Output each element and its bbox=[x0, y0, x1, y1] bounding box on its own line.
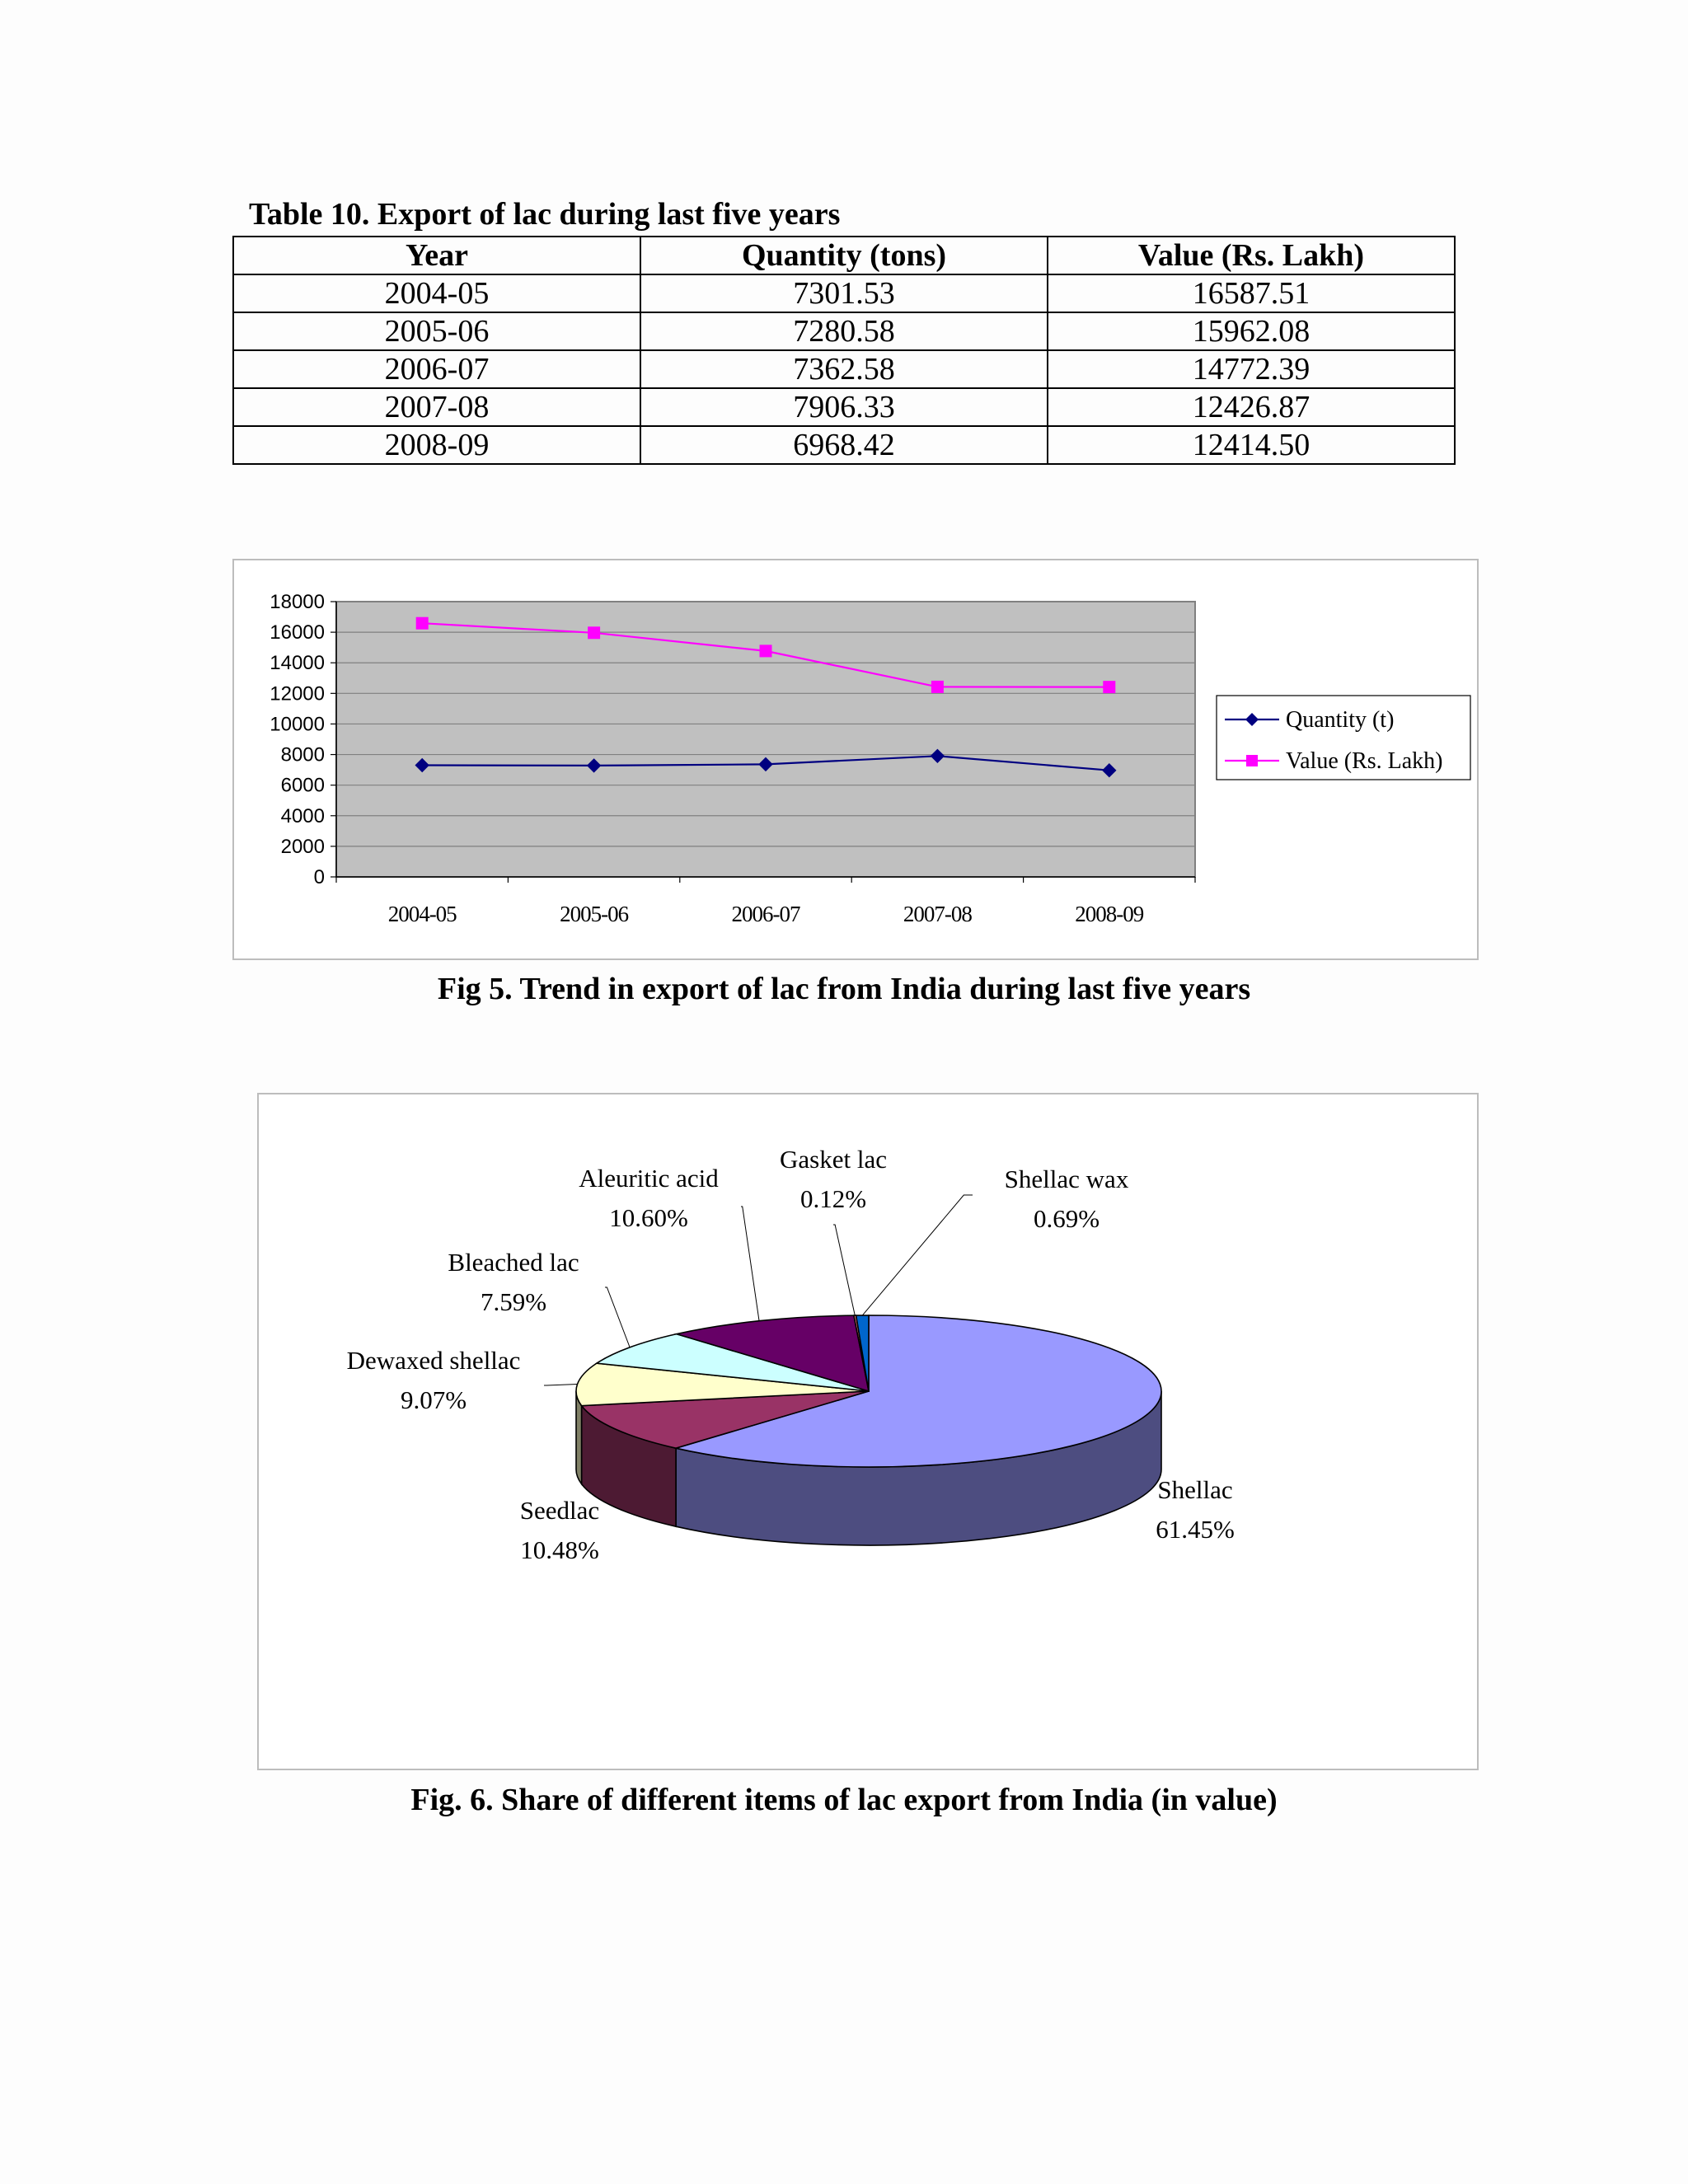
line-chart bbox=[234, 560, 1477, 958]
x-tick-label: 2007-08 bbox=[903, 902, 972, 926]
slice-label: Shellac bbox=[1157, 1475, 1233, 1504]
cell-quantity: 7280.58 bbox=[640, 312, 1048, 350]
cell-quantity: 6968.42 bbox=[640, 426, 1048, 464]
pie-chart-frame bbox=[257, 1093, 1479, 1770]
cell-quantity: 7301.53 bbox=[640, 274, 1048, 312]
slice-percent: 0.69% bbox=[1033, 1204, 1100, 1233]
data-point bbox=[931, 681, 943, 692]
cell-quantity: 7362.58 bbox=[640, 350, 1048, 388]
fig6-caption: Fig. 6. Share of different items of lac export from India (in value) bbox=[410, 1783, 1278, 1817]
x-tick-label: 2006-07 bbox=[731, 902, 800, 926]
cell-value: 14772.39 bbox=[1048, 350, 1455, 388]
header-value: Value (Rs. Lakh) bbox=[1048, 237, 1455, 274]
fig5-caption: Fig 5. Trend in export of lac from India during last five years bbox=[437, 972, 1251, 1006]
header-quantity: Quantity (tons) bbox=[640, 237, 1048, 274]
y-tick-label: 18000 bbox=[270, 591, 325, 613]
cell-year: 2007-08 bbox=[233, 388, 640, 426]
cell-year: 2006-07 bbox=[233, 350, 640, 388]
leader-line bbox=[741, 1207, 759, 1321]
slice-label: Bleached lac bbox=[448, 1248, 579, 1277]
table-title: Table 10. Export of lac during last five years bbox=[249, 197, 841, 232]
y-tick-label: 10000 bbox=[270, 713, 325, 736]
table-header-row bbox=[233, 237, 1455, 274]
legend-label: Quantity (t) bbox=[1286, 707, 1395, 733]
y-tick-label: 8000 bbox=[280, 743, 325, 766]
slice-percent: 0.12% bbox=[799, 1184, 867, 1213]
cell-year: 2004-05 bbox=[233, 274, 640, 312]
export-table bbox=[232, 236, 1456, 465]
y-tick-label: 12000 bbox=[270, 682, 325, 705]
table-row bbox=[233, 274, 1455, 312]
data-point bbox=[588, 627, 600, 639]
data-point bbox=[1104, 682, 1115, 693]
header-year: Year bbox=[233, 237, 640, 274]
legend-swatch-marker bbox=[1246, 755, 1258, 766]
cell-quantity: 7906.33 bbox=[640, 388, 1048, 426]
leader-line bbox=[605, 1287, 630, 1347]
slice-percent: 10.60% bbox=[609, 1203, 688, 1232]
line-chart-frame bbox=[232, 559, 1479, 960]
slice-percent: 9.07% bbox=[400, 1385, 467, 1414]
legend-label: Value (Rs. Lakh) bbox=[1286, 748, 1443, 774]
y-tick-label: 6000 bbox=[280, 774, 325, 797]
plot-area bbox=[336, 602, 1195, 877]
table-row bbox=[233, 388, 1455, 426]
y-tick-label: 14000 bbox=[270, 652, 325, 675]
x-tick-label: 2004-05 bbox=[387, 902, 457, 926]
y-tick-label: 0 bbox=[313, 866, 325, 888]
cell-year: 2008-09 bbox=[233, 426, 640, 464]
slice-percent: 7.59% bbox=[480, 1287, 547, 1316]
cell-value: 16587.51 bbox=[1048, 274, 1455, 312]
cell-year: 2005-06 bbox=[233, 312, 640, 350]
table-row bbox=[233, 350, 1455, 388]
slice-label: Aleuritic acid bbox=[579, 1164, 719, 1193]
cell-value: 12414.50 bbox=[1048, 426, 1455, 464]
leader-line bbox=[833, 1225, 855, 1315]
table-row bbox=[233, 426, 1455, 464]
table-row bbox=[233, 312, 1455, 350]
slice-percent: 10.48% bbox=[520, 1535, 599, 1564]
cell-value: 15962.08 bbox=[1048, 312, 1455, 350]
slice-label: Gasket lac bbox=[780, 1145, 887, 1174]
slice-label: Seedlac bbox=[519, 1496, 600, 1525]
x-tick-label: 2008-09 bbox=[1075, 902, 1144, 926]
x-tick-label: 2005-06 bbox=[560, 902, 629, 926]
y-tick-label: 16000 bbox=[270, 621, 325, 644]
y-tick-label: 4000 bbox=[280, 804, 325, 827]
leader-line bbox=[862, 1195, 973, 1315]
slice-percent: 61.45% bbox=[1156, 1515, 1235, 1544]
cell-value: 12426.87 bbox=[1048, 388, 1455, 426]
pie-chart bbox=[259, 1094, 1477, 1769]
data-point bbox=[416, 617, 428, 629]
y-tick-label: 2000 bbox=[280, 835, 325, 858]
data-point bbox=[760, 645, 771, 657]
slice-label: Shellac wax bbox=[1004, 1165, 1129, 1193]
slice-label: Dewaxed shellac bbox=[346, 1346, 521, 1375]
